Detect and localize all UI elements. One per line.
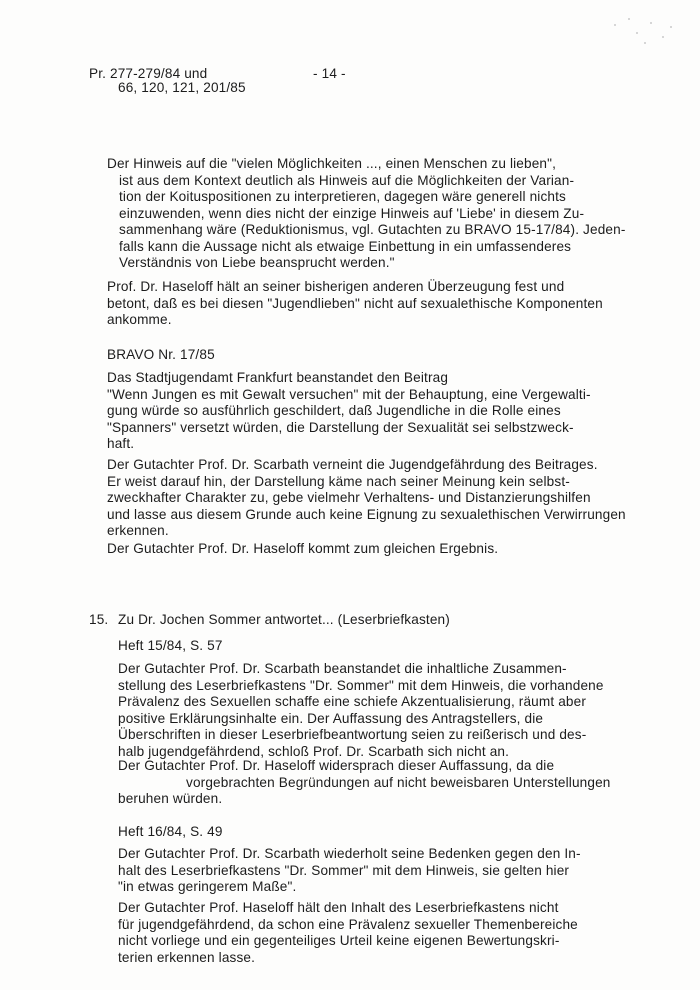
text-line: "in etwas geringerem Maße". — [118, 879, 297, 894]
stadtjugendamt-paragraph — [107, 370, 591, 453]
text-line: und lasse aus diesem Grunde auch keine Eignung zu sexualethischen Verwirrungen — [107, 506, 626, 522]
text-line: stellung des Leserbriefkastens "Dr. Sommer" mit dem Hinweis, die vorhandene — [118, 677, 604, 693]
text-line: halb jugendgefährdend, schloß Prof. Dr. Scarbath sich nicht an. — [118, 743, 510, 759]
text-line: "Wenn Jungen es mit Gewalt versuchen" mit der Behauptung, eine Vergewalti- — [107, 386, 591, 402]
heft-16-scarbath-paragraph — [118, 846, 581, 896]
text-line: positive Erklärungsinhalte ein. Der Auffassung des Antragstellers, die — [118, 710, 544, 726]
text-line: terien erkennen lasse. — [118, 949, 256, 965]
haseloff-paragraph — [107, 279, 603, 329]
text-line: Verständnis von Liebe beansprucht werden." — [119, 255, 395, 270]
section-number: 15. — [89, 612, 109, 627]
text-line: Prof. Dr. Haseloff hält an seiner bisherigen anderen Überzeugung fest und — [107, 279, 565, 294]
text-line: Der Hinweis auf die "vielen Möglichkeiten ..., einen Menschen zu lieben", — [107, 156, 557, 171]
text-line: Der Gutachter Prof. Dr. Haseloff widersprach dieser Auffassung, da die — [118, 758, 555, 773]
text-line: Der Gutachter Prof. Dr. Scarbath verneint die Jugendgefährdung des Beitrages. — [107, 457, 598, 472]
text-line: betont, daß es bei diesen "Jugendlieben" nicht auf sexualethische Komponenten — [107, 295, 603, 311]
text-line: zweckhafter Charakter zu, gebe vielmehr Verhaltens- und Distanzierungshilfen — [107, 490, 591, 505]
heft-16-haseloff-paragraph — [118, 900, 578, 966]
text-line: ankomme. — [107, 312, 172, 327]
text-line: erkennen. — [107, 523, 169, 538]
quote-paragraph — [107, 156, 626, 272]
text-line: falls kann die Aussage nicht als etwaige Einbettung in ein umfassenderes — [119, 238, 572, 254]
text-line: "Spanners" versetzt würden, die Darstellung der Sexualität sei selbstzweck- — [107, 419, 574, 435]
text-line: Der Gutachter Prof. Dr. Scarbath wiederholt seine Bedenken gegen den In- — [118, 846, 581, 861]
heft-16-heading: Heft 16/84, S. 49 — [118, 824, 223, 839]
text-line: einzuwenden, wenn dies nicht der einzige Hinweis auf 'Liebe' in diesem Zu- — [119, 205, 585, 221]
heft-15-scarbath-paragraph — [118, 661, 604, 760]
text-line: ist aus dem Kontext deutlich als Hinweis auf die Möglichkeiten der Varian- — [119, 172, 575, 188]
haseloff-same-result: Der Gutachter Prof. Dr. Haseloff kommt zum gleichen Ergebnis. — [107, 541, 499, 556]
text-line: für jugendgefährdend, da schon eine Prävalenz sexueller Themenbereiche — [118, 916, 578, 932]
scarbath-paragraph — [107, 457, 626, 540]
bravo-heading: BRAVO Nr. 17/85 — [107, 347, 215, 362]
heft-15-heading: Heft 15/84, S. 57 — [118, 638, 223, 653]
text-line: gung würde so ausführlich geschildert, daß Jugendliche in die Rolle eines — [107, 403, 561, 418]
text-line: Er weist darauf hin, der Darstellung käme nach seiner Meinung kein selbst- — [107, 473, 570, 489]
text-line: Das Stadtjugendamt Frankfurt beanstandet den Beitrag — [107, 370, 449, 385]
text-line: Der Gutachter Prof. Haseloff hält den Inhalt des Leserbriefkastens nicht — [118, 900, 559, 915]
text-line: halt des Leserbriefkastens "Dr. Sommer" mit dem Hinweis, sie gelten hier — [118, 862, 570, 878]
text-line: vorgebrachten Begründungen auf nicht beweisbaren Unterstellungen — [186, 774, 611, 790]
text-line: haft. — [107, 436, 135, 451]
reference-line-1: Pr. 277-279/84 und — [89, 66, 208, 81]
text-line: beruhen würden. — [118, 791, 223, 806]
text-line: tion der Koituspositionen zu interpretieren, dagegen wäre generell nichts — [119, 189, 566, 204]
text-line: Der Gutachter Prof. Dr. Scarbath beanstandet die inhaltliche Zusammen- — [118, 661, 567, 676]
page-number: - 14 - — [313, 66, 346, 81]
scan-specks — [610, 14, 680, 54]
text-line: Überschriften in dieser Leserbriefbeantwortung seien zu reißerisch und des- — [118, 727, 587, 742]
reference-line-2: 66, 120, 121, 201/85 — [118, 80, 246, 95]
text-line: nicht vorliege und ein gegenteiliges Urteil keine eigenen Bewertungskri- — [118, 933, 560, 948]
section-title: Zu Dr. Jochen Sommer antwortet... (Leserbriefkasten) — [118, 612, 450, 627]
text-line: Prävalenz des Sexuellen schaffe eine schiefe Akzentualisierung, räumt aber — [118, 694, 587, 709]
text-line: sammenhang wäre (Reduktionismus, vgl. Gutachten zu BRAVO 15-17/84). Jeden- — [119, 222, 626, 237]
heft-15-haseloff-paragraph — [118, 758, 611, 808]
